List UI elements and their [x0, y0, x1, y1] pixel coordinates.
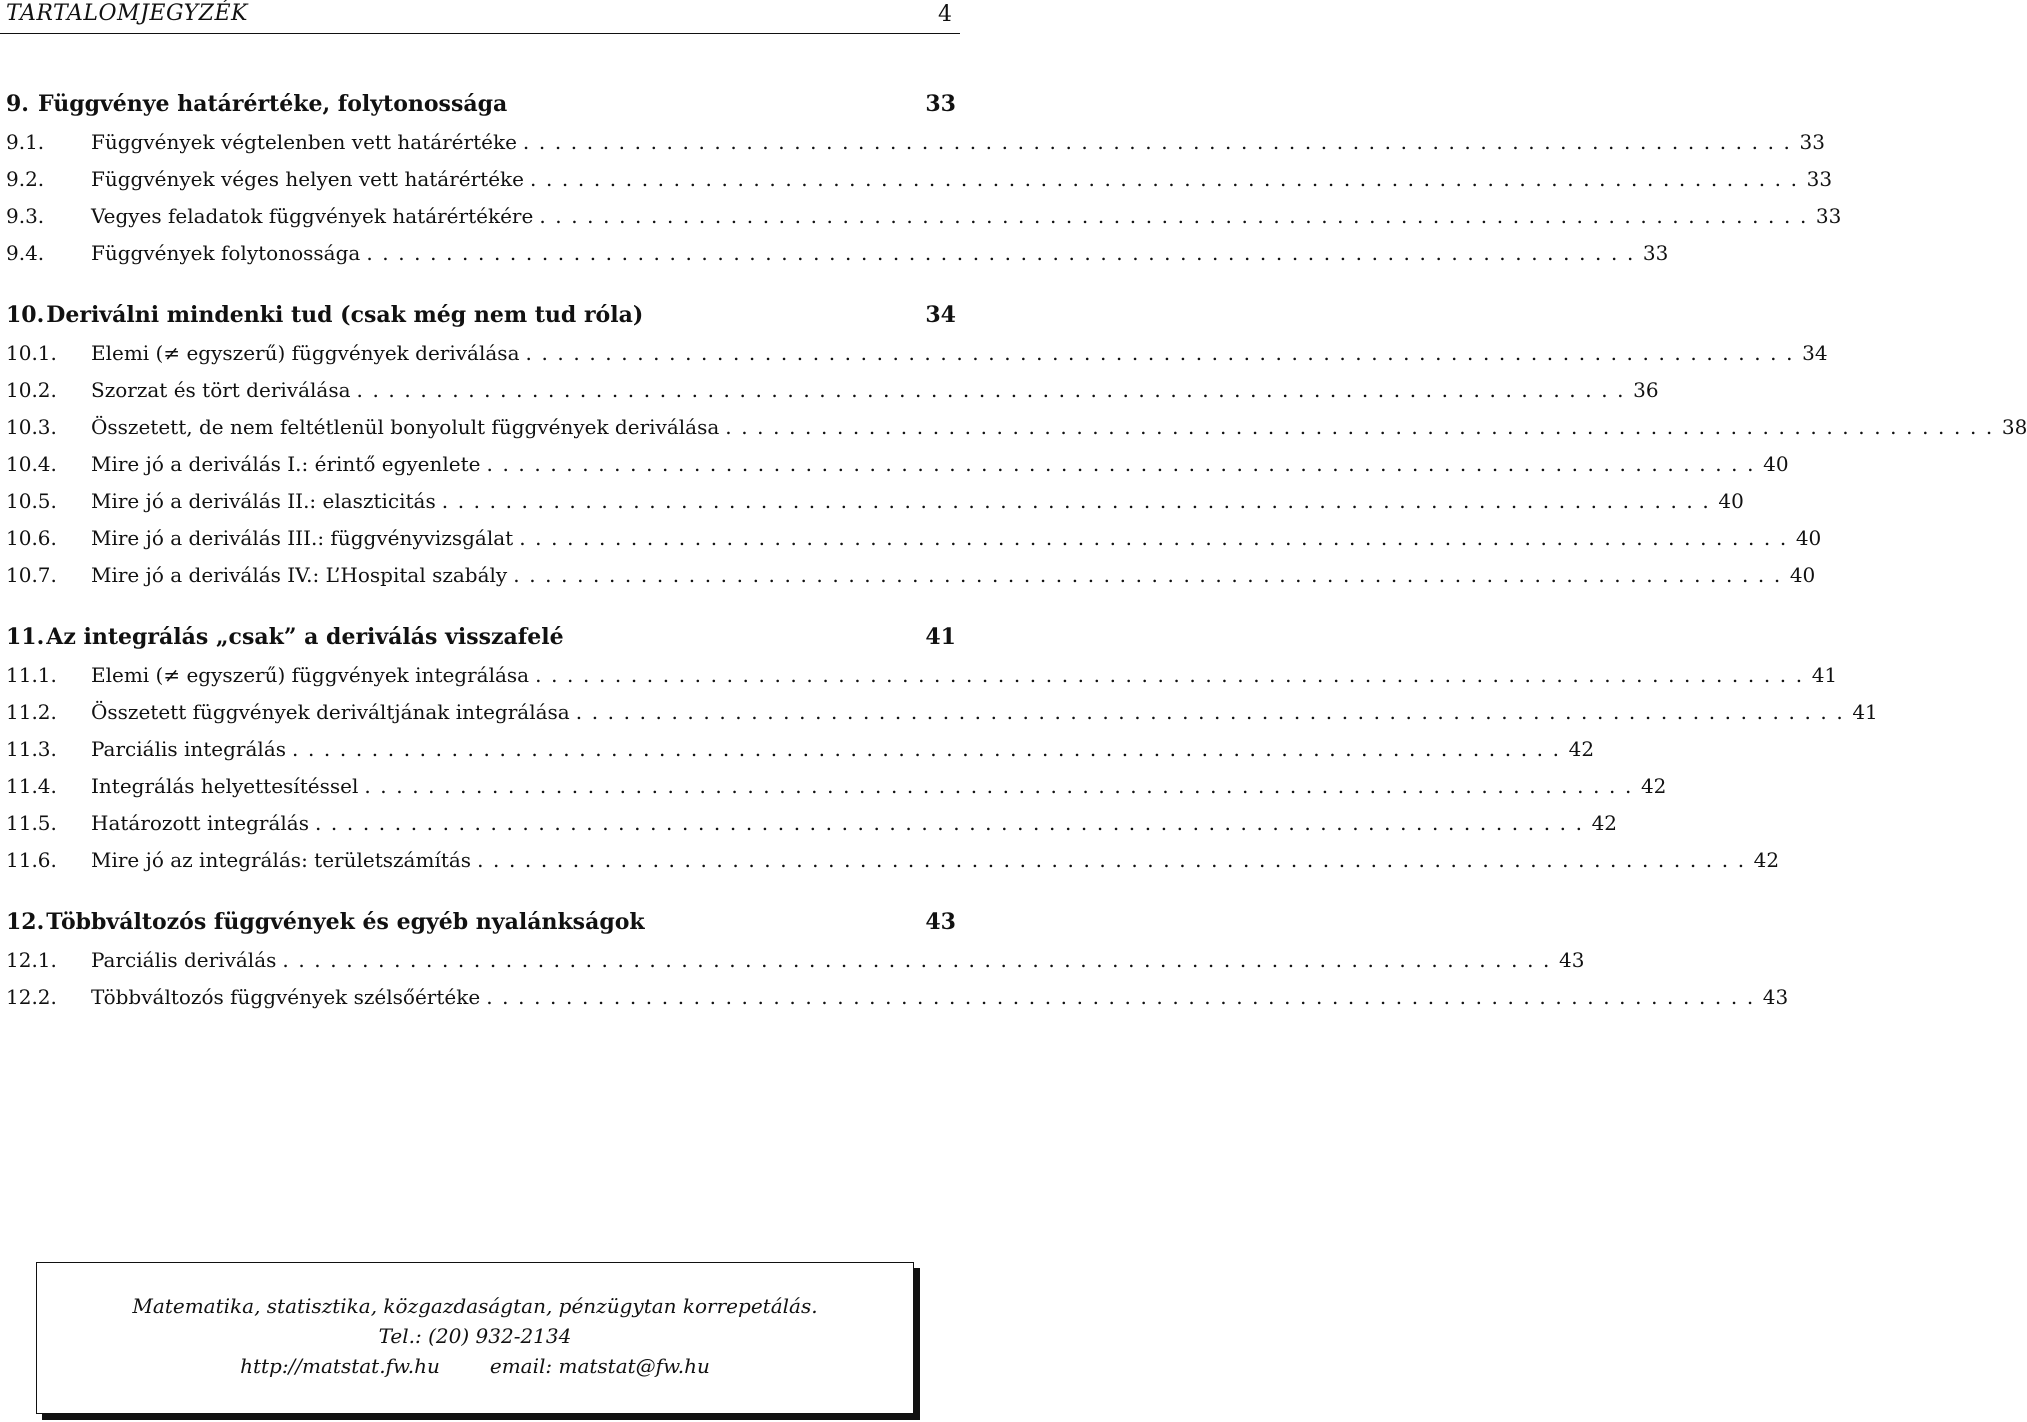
section-page: 40 — [1795, 526, 1822, 550]
toc-chapter — [6, 295, 2027, 594]
toc-section-row[interactable] — [6, 657, 1838, 694]
chapter-title: Függvénye határértéke, folytonossága — [38, 91, 508, 117]
section-number: 9.4. — [6, 241, 45, 265]
toc-chapter — [6, 84, 1842, 272]
section-page: 42 — [1753, 848, 1780, 872]
section-title: Mire jó a deriválás III.: függvényvizsgálat — [91, 526, 514, 550]
section-page: 40 — [1763, 452, 1789, 476]
chapter-number: 9. — [6, 91, 29, 117]
dot-leader: ................................................................................ — [575, 700, 1853, 724]
chapter-number: 12. — [6, 909, 45, 935]
chapter-page: 41 — [925, 624, 956, 650]
section-number: 10.7. — [6, 563, 57, 587]
section-title: Mire jó a deriválás I.: érintő egyenlete — [91, 452, 481, 476]
advertisement-box — [36, 1262, 914, 1414]
dot-leader: ................................................................................ — [725, 415, 2002, 439]
toc-section-row[interactable] — [6, 161, 1833, 198]
dot-leader: ................................................................................ — [522, 130, 1800, 154]
section-number: 9.2. — [6, 167, 45, 191]
dot-leader: ................................................................................ — [513, 563, 1790, 587]
section-number: 11.4. — [6, 774, 57, 798]
dot-leader: ................................................................................ — [441, 489, 1719, 513]
section-number: 10.1. — [6, 341, 57, 365]
section-title: Parciális deriválás — [91, 948, 277, 972]
dot-leader: ................................................................................ — [292, 737, 1569, 761]
dot-leader: ................................................................................ — [535, 663, 1812, 687]
toc-section-row[interactable] — [6, 483, 1744, 520]
dot-leader: ................................................................................ — [314, 811, 1592, 835]
section-number: 11.5. — [6, 811, 57, 835]
ad-email: email: matstat@fw.hu — [489, 1354, 710, 1378]
dot-leader: ................................................................................ — [525, 341, 1803, 365]
toc-chapter — [6, 902, 1789, 1016]
section-number: 11.6. — [6, 848, 57, 872]
toc-section-row[interactable] — [6, 694, 1878, 731]
dot-leader: ................................................................................ — [539, 204, 1816, 228]
section-title: Összetett, de nem feltétlenül bonyolult függvények deriválása — [91, 415, 720, 439]
toc-section-row[interactable] — [6, 372, 1659, 409]
toc-chapter-row[interactable] — [6, 617, 956, 657]
toc-section-row[interactable] — [6, 942, 1585, 979]
toc-chapter — [6, 617, 1878, 879]
section-page: 33 — [1799, 130, 1825, 154]
section-title: Integrálás helyettesítéssel — [91, 774, 359, 798]
section-number: 12.1. — [6, 948, 57, 972]
toc-section-row[interactable] — [6, 520, 1822, 557]
ad-url: http://matstat.fw.hu — [240, 1354, 440, 1378]
section-title: Parciális integrálás — [91, 737, 286, 761]
ad-services-line: Matematika, statisztika, közgazdaságtan, pénzügytan korrepetálás. — [132, 1294, 818, 1318]
section-number: 11.1. — [6, 663, 57, 687]
section-title: Többváltozós függvények szélsőértéke — [91, 985, 481, 1009]
section-title: Elemi (≠ egyszerű) függvények deriválása — [91, 341, 520, 365]
section-title: Függvények véges helyen vett határértéke — [91, 167, 524, 191]
chapter-page: 43 — [925, 909, 956, 935]
chapter-title: Többváltozós függvények és egyéb nyalánkságok — [46, 909, 645, 935]
chapter-number: 10. — [6, 302, 45, 328]
toc-section-row[interactable] — [6, 124, 1825, 161]
section-page: 40 — [1718, 489, 1744, 513]
toc-section-row[interactable] — [6, 335, 1828, 372]
toc-section-row[interactable] — [6, 731, 1595, 768]
toc-section-row[interactable] — [6, 198, 1842, 235]
toc-section-row[interactable] — [6, 805, 1618, 842]
chapter-page: 33 — [925, 91, 956, 117]
section-page: 43 — [1558, 948, 1585, 972]
section-number: 12.2. — [6, 985, 57, 1009]
section-title: Szorzat és tört deriválása — [91, 378, 351, 402]
dot-leader: ................................................................................ — [519, 526, 1796, 550]
chapter-page: 34 — [925, 302, 956, 328]
section-page: 33 — [1642, 241, 1669, 265]
section-page: 43 — [1762, 985, 1789, 1009]
running-header — [0, 0, 960, 34]
section-title: Határozott integrálás — [91, 811, 309, 835]
section-page: 36 — [1633, 378, 1659, 402]
header-title: TARTALOMJEGYZÉK — [6, 1, 248, 26]
toc-section-row[interactable] — [6, 768, 1667, 805]
section-title: Összetett függvények deriváltjának integrálása — [91, 700, 570, 724]
section-number: 10.5. — [6, 489, 57, 513]
section-number: 9.3. — [6, 204, 45, 228]
table-of-contents — [6, 84, 2027, 1016]
section-page: 41 — [1852, 700, 1878, 724]
chapter-number: 11. — [6, 624, 45, 650]
page-number: 4 — [938, 2, 952, 27]
dot-leader: ................................................................................ — [282, 948, 1559, 972]
section-title: Vegyes feladatok függvények határértékére — [91, 204, 534, 228]
toc-section-row[interactable] — [6, 842, 1780, 879]
section-page: 42 — [1568, 737, 1595, 761]
section-page: 33 — [1815, 204, 1842, 228]
dot-leader: ................................................................................ — [477, 848, 1754, 872]
section-page: 33 — [1806, 167, 1833, 191]
dot-leader: ................................................................................ — [486, 985, 1763, 1009]
section-number: 10.3. — [6, 415, 57, 439]
section-number: 11.2. — [6, 700, 57, 724]
dot-leader: ................................................................................ — [364, 774, 1641, 798]
section-number: 10.4. — [6, 452, 57, 476]
toc-section-row[interactable] — [6, 557, 1816, 594]
section-page: 42 — [1640, 774, 1667, 798]
chapter-title: Deriválni mindenki tud (csak még nem tud róla) — [46, 302, 644, 328]
toc-section-row[interactable] — [6, 979, 1789, 1016]
toc-chapter-row[interactable] — [6, 902, 956, 942]
toc-section-row[interactable] — [6, 409, 2027, 446]
section-title: Függvények folytonossága — [91, 241, 361, 265]
section-page: 41 — [1811, 663, 1838, 687]
section-title: Elemi (≠ egyszerű) függvények integrálása — [91, 663, 530, 687]
toc-chapter-row[interactable] — [6, 84, 956, 124]
dot-leader: ................................................................................ — [530, 167, 1807, 191]
ad-contact-line — [37, 1351, 913, 1381]
section-page: 34 — [1802, 341, 1828, 365]
section-page: 40 — [1789, 563, 1816, 587]
toc-chapter-row[interactable] — [6, 295, 956, 335]
section-number: 9.1. — [6, 130, 45, 154]
section-page: 38 — [2001, 415, 2027, 439]
section-title: Mire jó a deriválás IV.: L’Hospital szabály — [91, 563, 508, 587]
ad-phone-line: Tel.: (20) 932-2134 — [378, 1324, 572, 1348]
toc-section-row[interactable] — [6, 235, 1669, 272]
section-number: 10.6. — [6, 526, 57, 550]
dot-leader: ................................................................................ — [486, 452, 1764, 476]
section-page: 42 — [1591, 811, 1618, 835]
section-title: Mire jó a deriválás II.: elaszticitás — [91, 489, 436, 513]
section-number: 10.2. — [6, 378, 57, 402]
dot-leader: ................................................................................ — [366, 241, 1643, 265]
section-title: Függvények végtelenben vett határértéke — [91, 130, 517, 154]
dot-leader: ................................................................................ — [356, 378, 1634, 402]
chapter-title: Az integrálás „csak” a deriválás visszafelé — [46, 624, 564, 650]
section-number: 11.3. — [6, 737, 57, 761]
toc-section-row[interactable] — [6, 446, 1789, 483]
section-title: Mire jó az integrálás: területszámítás — [91, 848, 472, 872]
